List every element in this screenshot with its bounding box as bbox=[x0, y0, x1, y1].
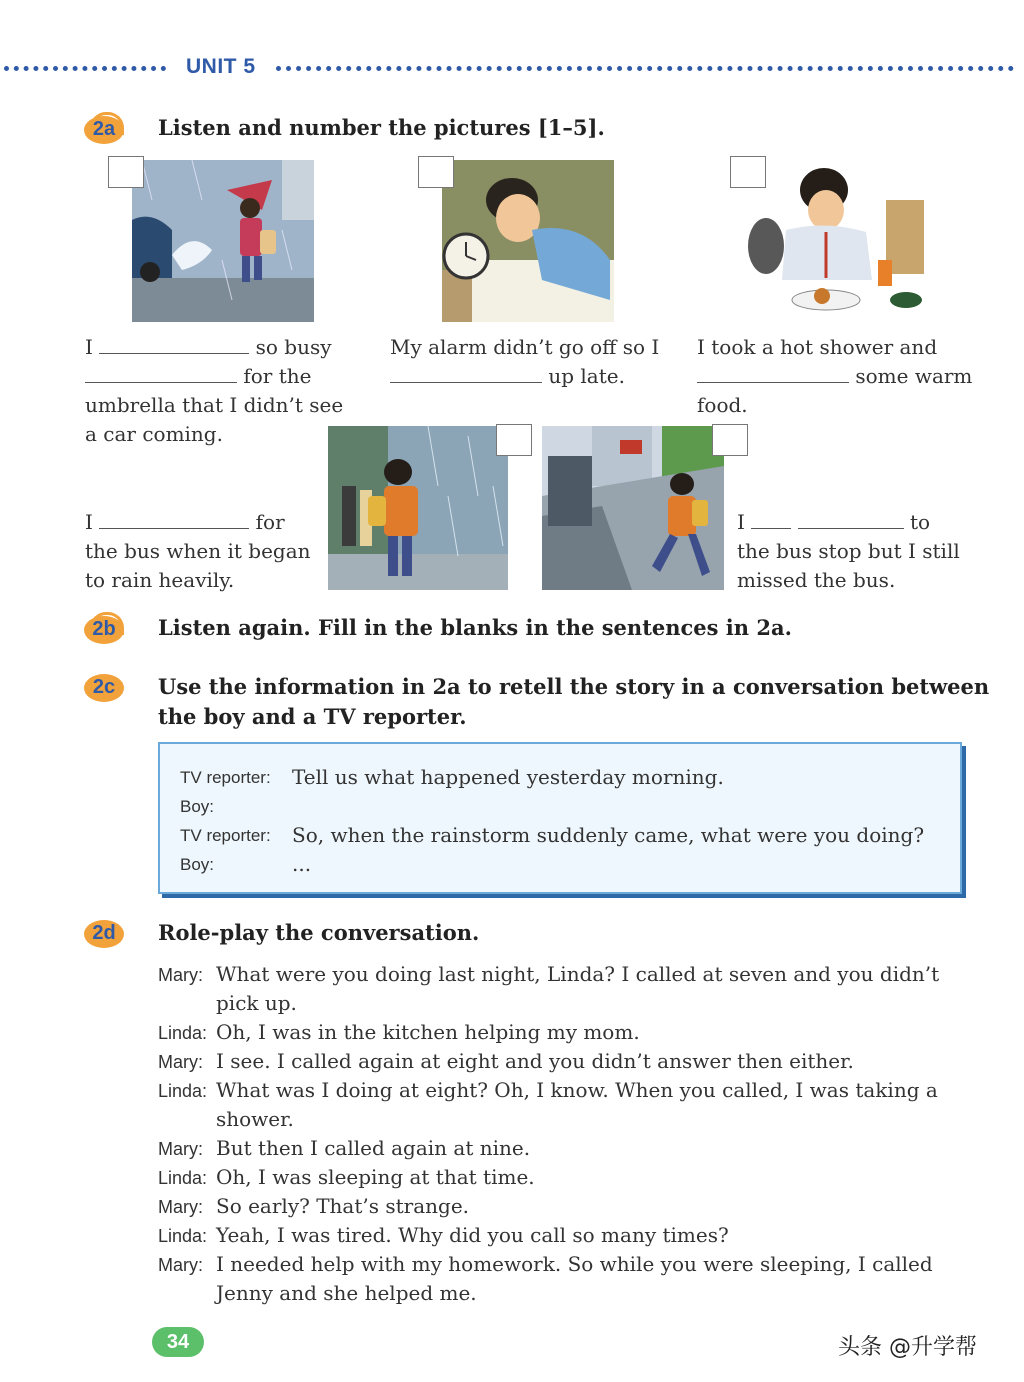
dialogue-line: I needed help with my homework. So while you were sleeping, I called bbox=[216, 1252, 933, 1276]
blank[interactable] bbox=[798, 510, 904, 529]
caption-1: I so busy for the umbrella that I didn’t see a car coming. bbox=[85, 335, 344, 446]
dialogue-line: Oh, I was in the kitchen helping my mom. bbox=[216, 1020, 640, 1044]
speaker: Mary: bbox=[158, 1139, 203, 1159]
caption-3: I took a hot shower and some warm food. bbox=[697, 335, 973, 417]
speaker: Linda: bbox=[158, 1226, 208, 1246]
picture-rain-splash bbox=[132, 160, 314, 322]
badge-2c: 2c bbox=[84, 670, 124, 704]
badge-2b: 2b bbox=[84, 612, 124, 646]
blank[interactable] bbox=[85, 364, 237, 383]
speaker: Boy: bbox=[180, 797, 215, 816]
heading-2c-line2: the boy and a TV reporter. bbox=[158, 704, 467, 729]
number-box-2[interactable] bbox=[418, 156, 454, 188]
speaker: Mary: bbox=[158, 965, 203, 985]
line-text: So, when the rainstorm suddenly came, what were you doing? bbox=[292, 823, 925, 847]
page-number: 34 bbox=[152, 1327, 204, 1357]
unit-title: UNIT 5 bbox=[186, 55, 256, 78]
number-box-4[interactable] bbox=[496, 424, 532, 456]
caption-2: My alarm didn’t go off so I up late. bbox=[390, 335, 660, 388]
dialogue-line: pick up. bbox=[216, 991, 297, 1015]
speaker: Boy: bbox=[180, 855, 215, 874]
watermark: 头条 @升学帮 bbox=[838, 1335, 977, 1360]
speaker: Linda: bbox=[158, 1023, 208, 1043]
dialogue-line: I see. I called again at eight and you didn’t answer then either. bbox=[216, 1049, 854, 1073]
dialogue-line: So early? That’s strange. bbox=[216, 1194, 470, 1218]
heading-2d: Role-play the conversation. bbox=[158, 920, 480, 945]
dialogue-line: Yeah, I was tired. Why did you call so many times? bbox=[216, 1223, 729, 1247]
caption-4: I for the bus when it began to rain heavily. bbox=[85, 510, 311, 592]
speaker: Linda: bbox=[158, 1168, 208, 1188]
speaker: TV reporter: bbox=[180, 826, 271, 845]
blank[interactable] bbox=[390, 364, 542, 383]
badge-2a: 2a bbox=[84, 112, 124, 146]
badge-2d: 2d bbox=[84, 916, 124, 950]
dialogue-line: Jenny and she helped me. bbox=[216, 1281, 477, 1305]
header-dots-left bbox=[4, 66, 166, 71]
blank[interactable] bbox=[99, 510, 249, 529]
header-dots-right bbox=[276, 66, 1014, 71]
speaker: Mary: bbox=[158, 1255, 203, 1275]
line-text: ... bbox=[292, 852, 312, 876]
heading-2c-line1: Use the information in 2a to retell the story in a conversation between bbox=[158, 674, 990, 699]
dialogue-line: What was I doing at eight? Oh, I know. When you called, I was taking a bbox=[216, 1078, 938, 1102]
speaker: Mary: bbox=[158, 1052, 203, 1072]
dialogue-line: Oh, I was sleeping at that time. bbox=[216, 1165, 535, 1189]
picture-bus-stop-rain bbox=[328, 426, 508, 590]
heading-2a: Listen and number the pictures [1–5]. bbox=[158, 115, 605, 140]
conversation-box bbox=[158, 742, 962, 894]
caption-5: I to the bus stop but I still missed the bus. bbox=[737, 510, 960, 592]
speaker: Mary: bbox=[158, 1197, 203, 1217]
blank[interactable] bbox=[99, 335, 249, 354]
number-box-3[interactable] bbox=[730, 156, 766, 188]
number-box-5[interactable] bbox=[712, 424, 748, 456]
dialogue-line: What were you doing last night, Linda? I called at seven and you didn’t bbox=[216, 962, 940, 986]
speaker: Linda: bbox=[158, 1081, 208, 1101]
picture-alarm-clock bbox=[442, 160, 614, 322]
line-text: Tell us what happened yesterday morning. bbox=[292, 765, 724, 789]
blank[interactable] bbox=[697, 364, 849, 383]
blank[interactable] bbox=[751, 510, 791, 529]
picture-boy-running bbox=[542, 426, 724, 590]
picture-boy-eating bbox=[746, 160, 924, 316]
dialogue-line: shower. bbox=[216, 1107, 294, 1131]
speaker: TV reporter: bbox=[180, 768, 271, 787]
heading-2b: Listen again. Fill in the blanks in the sentences in 2a. bbox=[158, 615, 792, 640]
dialogue-line: But then I called again at nine. bbox=[216, 1136, 531, 1160]
number-box-1[interactable] bbox=[108, 156, 144, 188]
